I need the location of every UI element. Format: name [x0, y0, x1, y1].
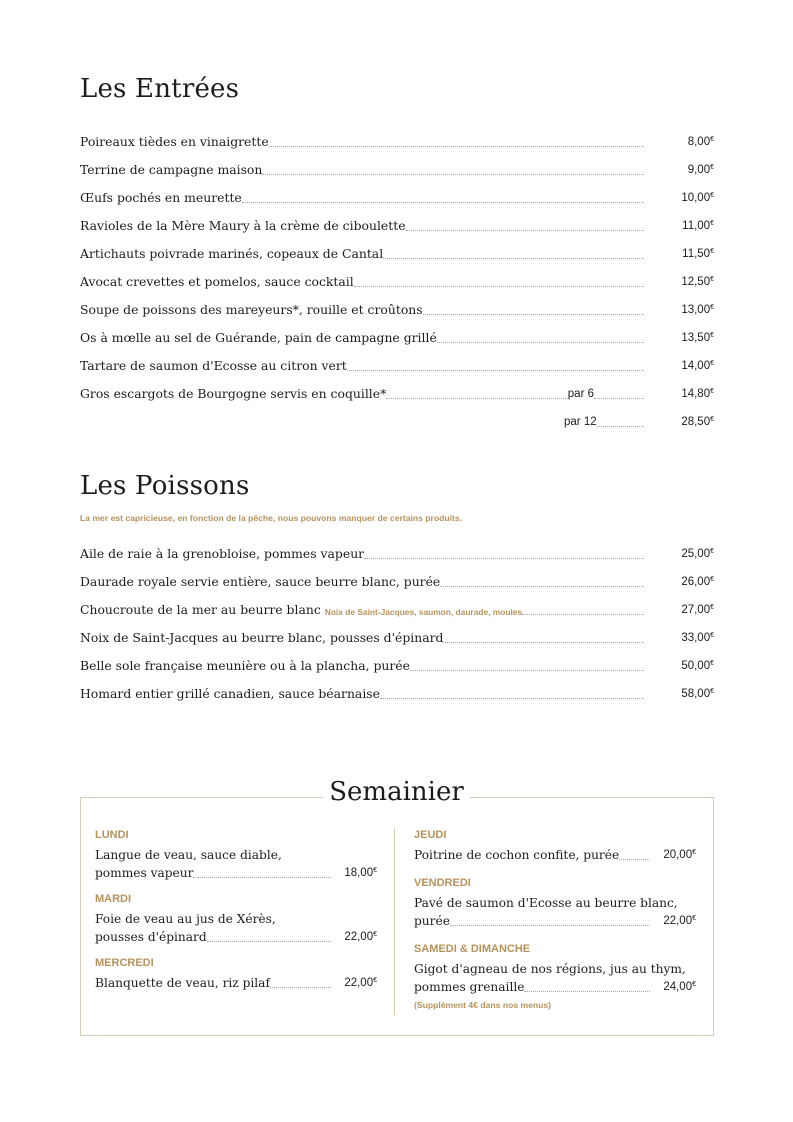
dish-name: pousses d'épinard: [95, 929, 207, 944]
menu-item: [80, 210, 714, 238]
dish-price: 13,50€: [681, 331, 714, 344]
dish-name: Blanquette de veau, riz pilaf: [95, 975, 270, 990]
supplement-note: (Supplément 4€ dans nos menus): [414, 1000, 552, 1010]
dish-price: 22,00€: [344, 976, 377, 989]
poissons-subtitle: La mer est capricieuse, en fonction de la pêche, nous pouvons manquer de certains produits.: [80, 513, 463, 523]
dish-price: 11,50€: [682, 247, 714, 260]
leader-dots: [440, 586, 644, 587]
dish-price: 25,00€: [681, 547, 714, 560]
menu-item: [80, 322, 714, 350]
leader-dots: [269, 146, 644, 147]
dish-price: 14,80€: [681, 387, 714, 400]
dish-name: Gros escargots de Bourgogne servis en coquille*: [80, 385, 387, 401]
dish-price: 22,00€: [344, 930, 377, 943]
dish-name-line: Gigot d'agneau de nos régions, jus au thym,: [414, 962, 686, 976]
dish-price: 10,00€: [681, 191, 714, 204]
leader-dots: [207, 941, 331, 942]
day-label: LUNDI: [95, 829, 129, 841]
dish-row: [414, 912, 696, 930]
dish-price: 9,00€: [687, 163, 714, 176]
menu-item-escargots: [80, 378, 714, 406]
dish-name: Aile de raie à la grenobloise, pommes vapeur: [80, 545, 365, 561]
leader-dots: [406, 230, 644, 231]
dish-name: Ravioles de la Mère Maury à la crème de ciboulette: [80, 217, 406, 233]
dish-price: 58,00€: [681, 687, 714, 700]
dish-name: Noix de Saint-Jacques au beurre blanc, pousses d'épinard: [80, 629, 444, 645]
dish-price: 8,00€: [687, 135, 714, 148]
leader-dots: [410, 670, 644, 671]
leader-dots: [354, 286, 644, 287]
day-label: MARDI: [95, 893, 132, 905]
entrees-list: [80, 126, 714, 434]
day-vendredi: [414, 876, 696, 930]
leader-dots: [619, 859, 650, 860]
dish-row: [95, 974, 377, 992]
menu-item-escargots-large: [80, 406, 714, 434]
dish-name: Soupe de poissons des mareyeurs*, rouille et croûtons: [80, 301, 423, 317]
leader-dots: [380, 698, 644, 699]
leader-dots: [594, 398, 644, 399]
dish-name: purée: [414, 913, 450, 928]
dish-name: Poitrine de cochon confite, purée: [414, 847, 620, 862]
menu-item: [80, 182, 714, 210]
day-label: MERCREDI: [95, 957, 154, 969]
dish-row: [414, 846, 696, 864]
dish-name: Terrine de campagne maison: [80, 161, 263, 177]
dish-price: 22,00€: [663, 914, 696, 927]
day-label: SAMEDI & DIMANCHE: [414, 943, 531, 955]
poissons-list: [80, 538, 714, 706]
leader-dots: [270, 987, 331, 988]
dish-price: 50,00€: [681, 659, 714, 672]
dish-name: Œufs pochés en meurette: [80, 189, 242, 205]
dish-name: Artichauts poivrade marinés, copeaux de Cantal: [80, 245, 384, 261]
leader-dots: [450, 925, 650, 926]
section-title-entrees: Les Entrées: [80, 74, 240, 104]
day-jeudi: [414, 828, 696, 864]
dish-price: 33,00€: [681, 631, 714, 644]
menu-item: [80, 650, 714, 678]
leader-dots: [262, 174, 644, 175]
menu-item: [80, 154, 714, 182]
dish-name: Poireaux tièdes en vinaigrette: [80, 133, 269, 149]
quantity-label: par 6: [567, 387, 594, 400]
leader-dots: [383, 258, 644, 259]
dish-price: 27,00€: [681, 603, 714, 616]
dish-name-line: Pavé de saumon d'Ecosse au beurre blanc,: [414, 896, 678, 910]
day-samedi-dimanche: [414, 942, 696, 1010]
menu-item: [80, 622, 714, 650]
day-label: VENDREDI: [414, 877, 471, 889]
day-label: JEUDI: [414, 829, 447, 841]
day-mercredi: [95, 956, 377, 992]
leader-dots: [524, 991, 650, 992]
dish-name: Avocat crevettes et pomelos, sauce cocktail: [80, 273, 354, 289]
dish-row: [95, 928, 377, 946]
column-divider: [394, 828, 395, 1015]
leader-dots: [386, 398, 567, 399]
menu-item: [80, 350, 714, 378]
dish-price: 26,00€: [681, 575, 714, 588]
dish-price: 12,50€: [681, 275, 714, 288]
leader-dots: [522, 614, 644, 615]
dish-name: pommes grenaille: [414, 979, 525, 994]
day-mardi: [95, 892, 377, 946]
day-lundi: [95, 828, 377, 882]
leader-dots: [193, 877, 331, 878]
dish-name: Choucroute de la mer au beurre blanc: [80, 601, 321, 617]
dish-name: Homard entier grillé canadien, sauce béarnaise: [80, 685, 380, 701]
dish-note: Noix de Saint-Jacques, saumon, daurade, moules: [324, 606, 523, 617]
dish-name: Daurade royale servie entière, sauce beurre blanc, purée: [80, 573, 441, 589]
leader-dots: [443, 642, 644, 643]
dish-price: 18,00€: [344, 866, 377, 879]
menu-item: [80, 678, 714, 706]
menu-item: [80, 566, 714, 594]
dish-name-line: Langue de veau, sauce diable,: [95, 848, 282, 862]
dish-row: [414, 978, 696, 996]
dish-price: 11,00€: [682, 219, 714, 232]
leader-dots: [597, 426, 644, 427]
dish-price: 13,00€: [681, 303, 714, 316]
menu-item: [80, 594, 714, 622]
menu-item: [80, 538, 714, 566]
quantity-label: par 12: [564, 415, 597, 428]
leader-dots: [423, 314, 644, 315]
leader-dots: [242, 202, 644, 203]
dish-name-line: Foie de veau au jus de Xérès,: [95, 912, 276, 926]
leader-dots: [437, 342, 644, 343]
section-title-semainier: Semainier: [0, 777, 793, 807]
dish-name: pommes vapeur: [95, 865, 194, 880]
menu-item: [80, 294, 714, 322]
dish-price: 14,00€: [681, 359, 714, 372]
dish-price: 28,50€: [681, 415, 714, 428]
leader-dots: [347, 370, 644, 371]
dish-name: Os à mœlle au sel de Guérande, pain de campagne grillé: [80, 329, 437, 345]
menu-item: [80, 238, 714, 266]
dish-price: 20,00€: [663, 848, 696, 861]
dish-price: 24,00€: [663, 980, 696, 993]
dish-name: Belle sole française meunière ou à la plancha, purée: [80, 657, 410, 673]
leader-dots: [364, 558, 644, 559]
menu-item: [80, 126, 714, 154]
menu-item: [80, 266, 714, 294]
dish-row: [95, 864, 377, 882]
dish-name: Tartare de saumon d'Ecosse au citron vert: [80, 357, 347, 373]
section-title-poissons: Les Poissons: [80, 471, 250, 501]
